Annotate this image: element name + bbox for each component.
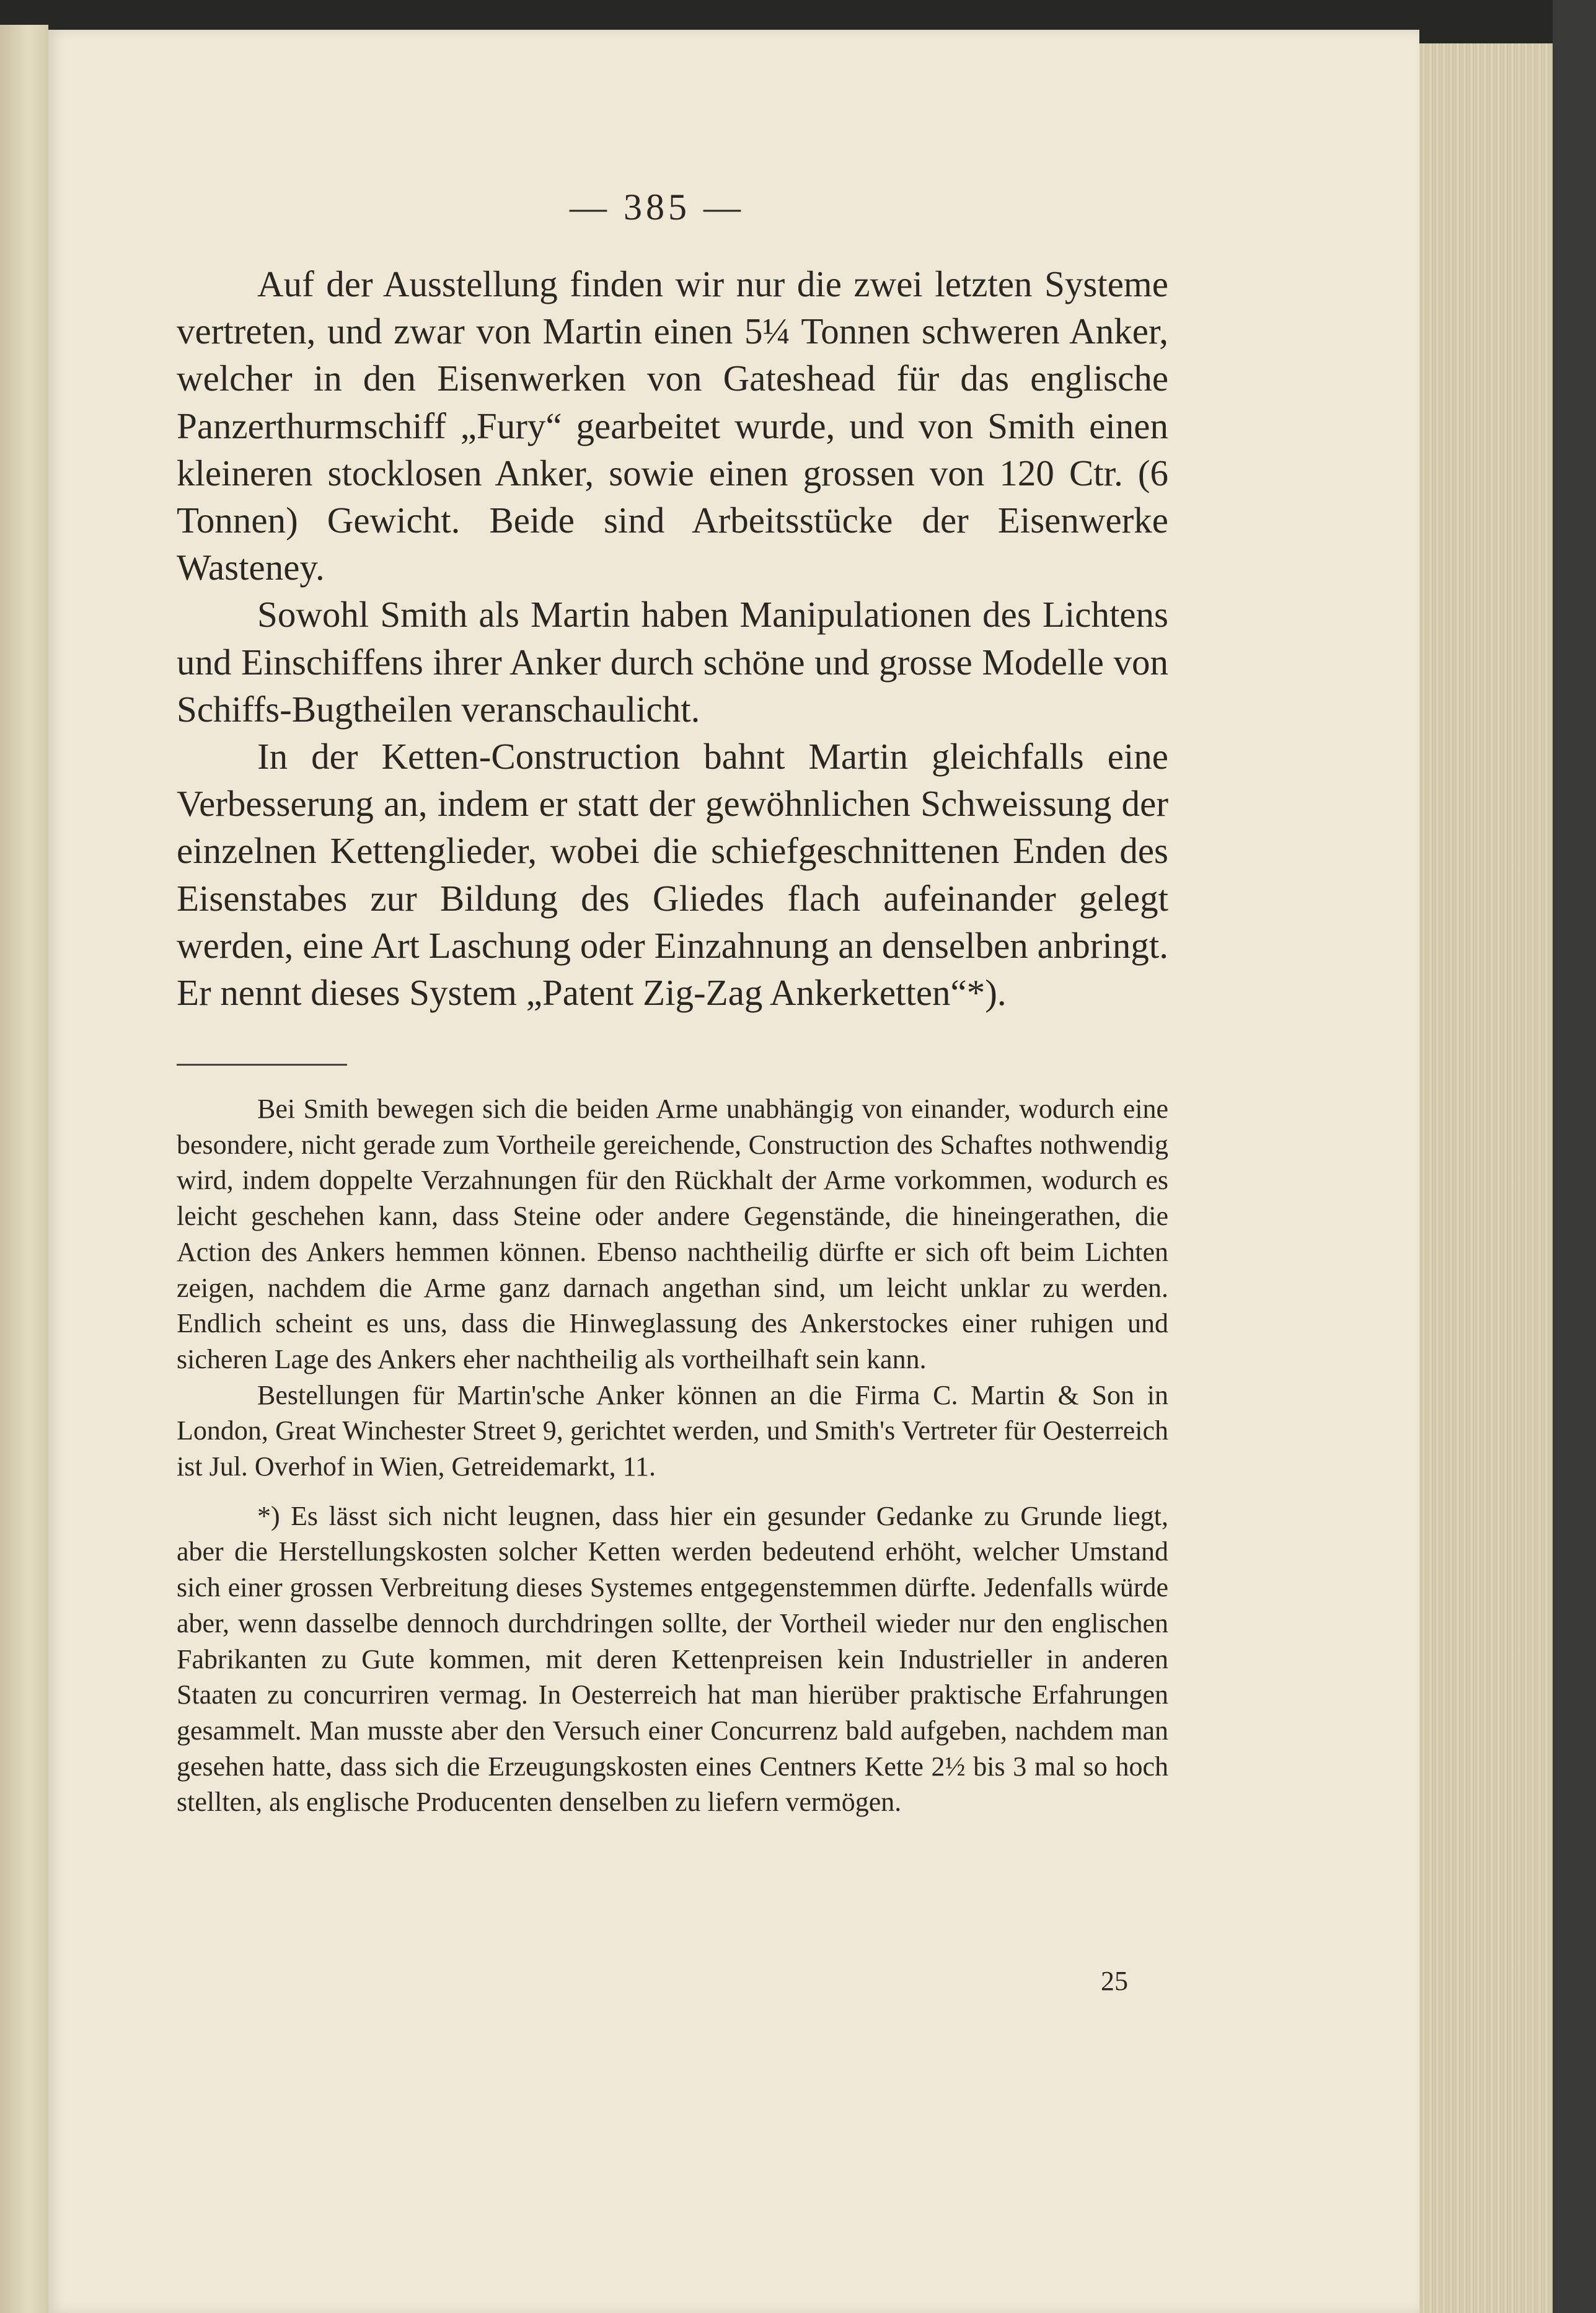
note-paragraph: Bestellungen für Martin'sche Anker können an die Firma C. Martin & Son in London, Great Winchester Street 9, gerichtet werden, und Smith's Vertreter für Oesterreich ist Jul. Overhof in Wien, Getreidemarkt, 11. bbox=[177, 1379, 1168, 1482]
page-edges bbox=[1419, 43, 1553, 2313]
notes-section bbox=[177, 1091, 1168, 1820]
paragraph: In der Ketten-Construction bahnt Martin gleichfalls eine Verbesserung an, indem er statt der gewöhnlichen Schweissung der einzelnen Kettenglieder, wobei die schiefgeschnittenen Enden des Eisenstabes zur Bildung des Gliedes flach aufeinander gelegt werden, eine Art Laschung oder Einzahnung an denselben anbringt. Er nennt dieses System „Patent Zig-Zag Ankerketten“*). bbox=[177, 736, 1168, 1014]
paragraph: Auf der Ausstellung finden wir nur die zwei letzten Systeme vertreten, und zwar von Martin einen 5¼ Tonnen schweren Anker, welcher in den Eisenwerken von Gateshead für das englische Panzerthurmschiff „Fury“ gearbeitet wurde, und von Smith einen kleineren stocklosen Anker, sowie einen grossen von 120 Ctr. (6 Tonnen) Gewicht. Beide sind Arbeitsstücke der Eisenwerke Wasteney. bbox=[177, 263, 1168, 588]
left-page-edge bbox=[0, 25, 48, 2313]
page-number: — 385 — bbox=[570, 187, 744, 228]
book-cover-edge bbox=[1553, 0, 1596, 2313]
paragraph: Sowohl Smith als Martin haben Manipulationen des Lichtens und Einschiffens ihrer Anker durch schöne und grosse Modelle von Schiffs-Bugtheilen veranschaulicht. bbox=[177, 594, 1168, 730]
footnote-separator bbox=[177, 1064, 347, 1066]
note-paragraph: Bei Smith bewegen sich die beiden Arme unabhängig von einander, wodurch eine besondere, nicht gerade zum Vortheile gereichende, Construction des Schaftes nothwendig wird, indem doppelte Verzahnungen für den Rückhalt der Arme vorkommen, wodurch es leicht geschehen kann, dass Steine oder andere Gegenstände, die hineingerathen, die Action des Ankers hemmen können. Ebenso nachtheilig dürfte er sich oft beim Lichten zeigen, nachdem die Arme ganz darnach angethan sind, um leicht unklar zu werden. Endlich scheint es uns, dass die Hinweglassung des Ankerstockes einer ruhigen und sicheren Lage des Ankers eher nachtheilig als vortheilhaft sein kann. bbox=[177, 1094, 1168, 1374]
signature-mark: 25 bbox=[1101, 1966, 1128, 1996]
footnote: *) Es lässt sich nicht leugnen, dass hier ein gesunder Gedanke zu Grunde liegt, aber die Herstellungskosten solcher Ketten werden bedeutend erhöht, welcher Umstand sich einer grossen Verbreitung dieses Systemes entgegenstemmen dürfte. Jedenfalls würde aber, wenn dasselbe dennoch durchdringen sollte, der Vortheil wieder nur den englischen Fabrikanten zu Gute kommen, mit deren Kettenpreisen kein Industrieller in anderen Staaten zu concurriren vermag. In Oesterreich hat man hierüber praktische Erfahrungen gesammelt. Man musste aber den Versuch einer Concurrenz bald aufgeben, nachdem man gesehen hatte, dass sich die Erzeugungskosten eines Centners Kette 2½ bis 3 mal so hoch stellten, als englische Producenten denselben zu liefern vermögen. bbox=[177, 1500, 1168, 1818]
main-text bbox=[177, 260, 1168, 1016]
